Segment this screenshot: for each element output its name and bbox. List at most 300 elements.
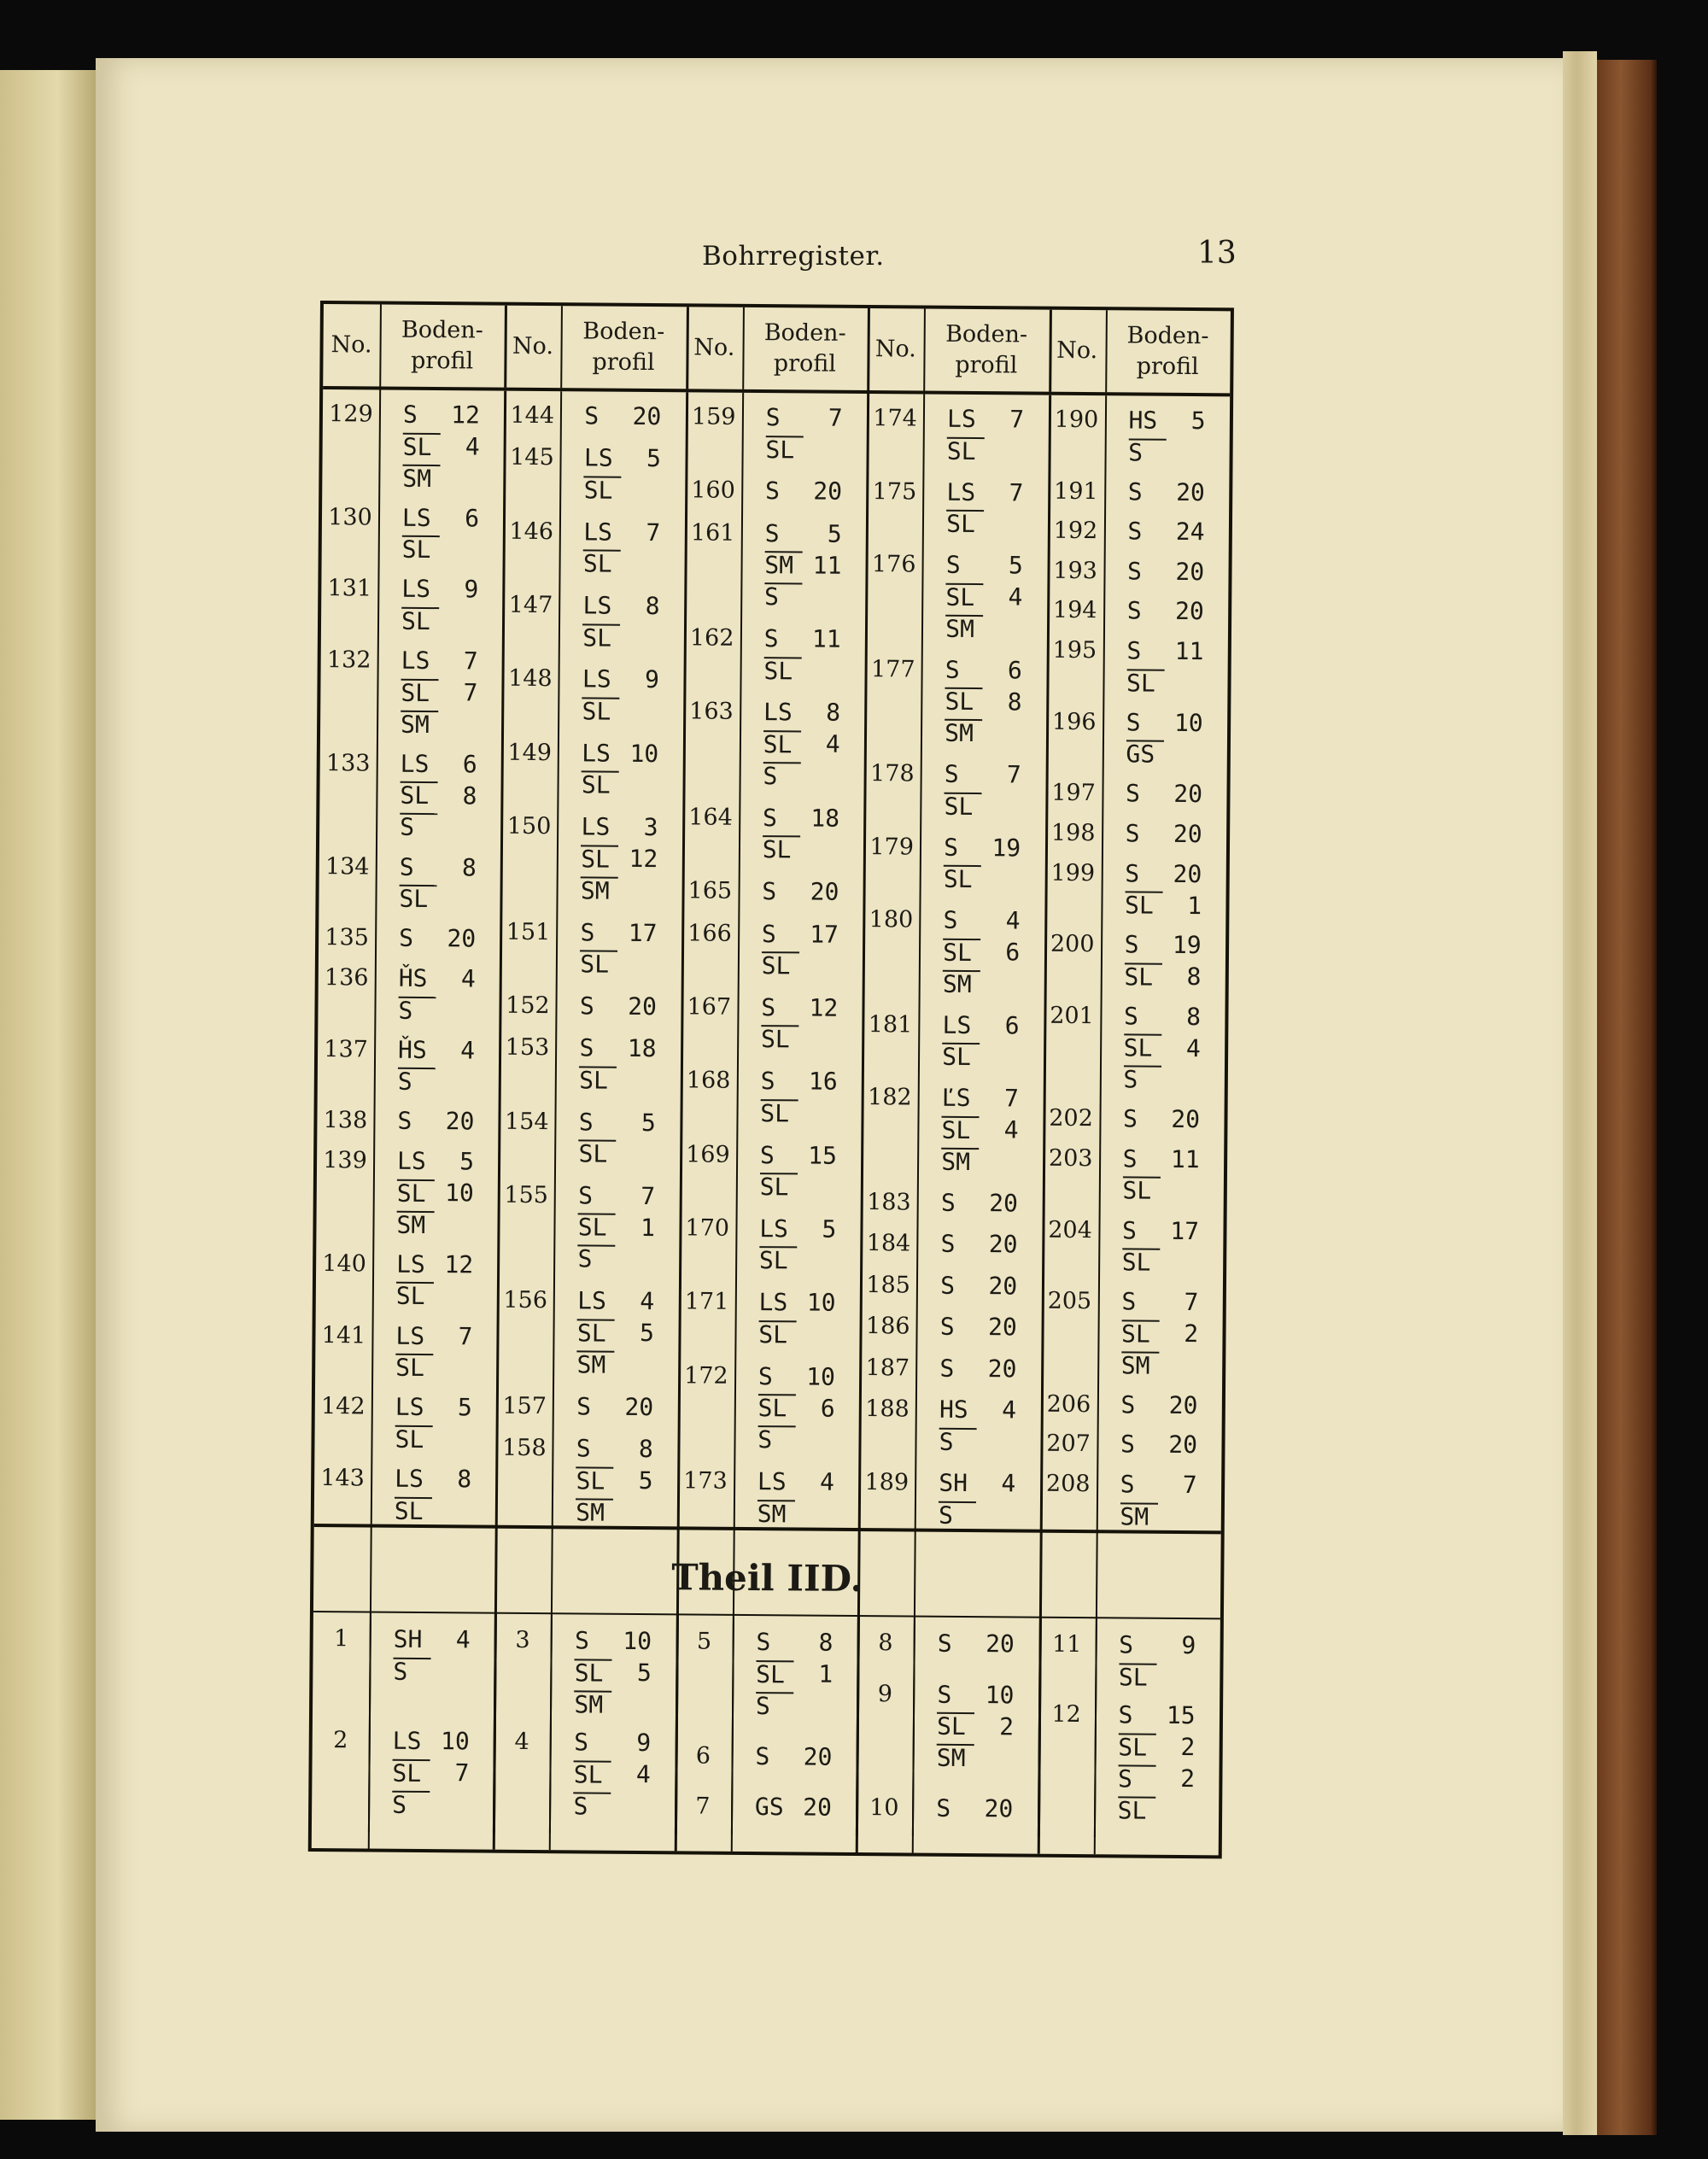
- soil-code: ĽS: [941, 1084, 971, 1113]
- soil-layer: [402, 501, 479, 534]
- soil-profile: [1126, 635, 1204, 699]
- layer-thickness: 20: [988, 1272, 1018, 1301]
- soil-code: S: [757, 1361, 773, 1390]
- soil-layer: [400, 780, 477, 812]
- boring-number: 189: [864, 1469, 910, 1496]
- soil-layer: [577, 1243, 654, 1275]
- soil-code: S: [1118, 1700, 1133, 1729]
- soil-code: SM: [401, 710, 438, 737]
- soil-profile: [761, 992, 839, 1056]
- soil-profile: [762, 918, 839, 982]
- soil-layer: [943, 968, 1020, 1000]
- soil-code: GS: [754, 1793, 784, 1822]
- soil-code: SL: [576, 1466, 613, 1494]
- soil-code: LS: [401, 503, 431, 532]
- layer-thickness: 10: [985, 1680, 1015, 1709]
- soil-layer: [1122, 1174, 1199, 1207]
- layer-thickness: 5: [459, 1147, 475, 1176]
- layer-thickness: 7: [458, 1321, 473, 1351]
- soil-layer: [941, 1187, 1018, 1220]
- soil-layer: [940, 1270, 1017, 1302]
- soil-profile: [396, 1249, 474, 1313]
- soil-code: S: [1125, 819, 1140, 848]
- header-bodenprofil: Boden- profil: [1126, 322, 1209, 381]
- layer-thickness: 10: [623, 1626, 652, 1656]
- soil-layer: [578, 1138, 655, 1170]
- soil-profile: [943, 904, 1021, 1000]
- soil-code: SL: [402, 535, 440, 563]
- soil-layer: [942, 1082, 1019, 1115]
- header-bodenprofil: Boden- profil: [582, 318, 665, 377]
- soil-code: LS: [395, 1321, 425, 1350]
- soil-code: SM: [757, 1500, 795, 1527]
- layer-thickness: 10: [1173, 708, 1203, 737]
- layer-thickness: 5: [638, 1466, 653, 1495]
- boring-number: 190: [1054, 406, 1099, 434]
- soil-layer: [1120, 1389, 1197, 1421]
- soil-layer: [398, 994, 475, 1027]
- soil-profile: [1120, 1468, 1197, 1532]
- boring-number: 141: [321, 1321, 366, 1349]
- layer-thickness: 18: [810, 804, 840, 833]
- layer-thickness: 20: [1175, 557, 1205, 586]
- soil-code: LS: [759, 1214, 789, 1243]
- layer-thickness: 4: [825, 730, 840, 759]
- soil-profile: [580, 990, 657, 1022]
- layer-thickness: 20: [1173, 819, 1202, 849]
- soil-code: SM: [764, 551, 802, 578]
- soil-code: S: [761, 992, 776, 1022]
- soil-code: SM: [941, 1148, 979, 1175]
- soil-layer: [402, 462, 479, 494]
- soil-code: S: [940, 1271, 956, 1300]
- layer-thickness: 20: [632, 401, 662, 431]
- soil-layer: [395, 1423, 471, 1455]
- soil-profile: [755, 1791, 832, 1823]
- boring-number: 9: [877, 1680, 893, 1707]
- boring-number: 3: [515, 1626, 530, 1653]
- soil-layer: [403, 430, 480, 463]
- soil-code: S: [1128, 438, 1166, 465]
- soil-code: S: [576, 1392, 592, 1421]
- layer-thickness: 9: [1181, 1630, 1196, 1660]
- boring-number: 205: [1047, 1287, 1092, 1315]
- soil-layer: [944, 790, 1021, 822]
- soil-code: SL: [759, 1246, 797, 1273]
- soil-layer: [582, 695, 658, 728]
- boring-number: 145: [510, 444, 554, 471]
- soil-layer: [1124, 1000, 1201, 1033]
- soil-profile: [1125, 857, 1202, 922]
- layer-thickness: 7: [463, 678, 478, 707]
- layer-thickness: 7: [1003, 1084, 1020, 1113]
- soil-layer: [1125, 889, 1202, 922]
- soil-layer: [398, 1033, 475, 1066]
- layer-thickness: 7: [828, 403, 843, 432]
- layer-thickness: 7: [640, 1181, 656, 1211]
- boring-number: 162: [689, 624, 734, 652]
- layer-thickness: 17: [628, 918, 658, 947]
- soil-profile: [1126, 706, 1203, 770]
- soil-layer: [939, 1425, 1016, 1458]
- layer-thickness: 20: [987, 1354, 1017, 1384]
- soil-code: SM: [396, 1210, 434, 1237]
- layer-thickness: 18: [627, 1034, 657, 1063]
- soil-code: S: [1120, 1390, 1136, 1419]
- soil-code: SL: [1121, 1319, 1159, 1347]
- boring-number: 204: [1048, 1216, 1092, 1243]
- layer-thickness: 8: [457, 1465, 472, 1494]
- page-number: 13: [1197, 236, 1237, 271]
- soil-code: LS: [757, 1467, 787, 1496]
- soil-code: SL: [397, 1179, 435, 1206]
- soil-layer: [759, 1213, 836, 1245]
- layer-thickness: 8: [826, 699, 841, 728]
- soil-code: S: [757, 1425, 795, 1453]
- boring-number: 178: [869, 760, 915, 787]
- soil-profile: [583, 516, 661, 580]
- soil-layer: [1120, 1468, 1197, 1501]
- layer-thickness: 12: [444, 1250, 474, 1279]
- soil-layer: [584, 400, 661, 432]
- soil-layer: [1124, 961, 1201, 993]
- soil-profile: [1127, 595, 1204, 628]
- soil-code: S: [764, 518, 780, 547]
- soil-profile: [1123, 1103, 1200, 1136]
- layer-thickness: 6: [820, 1394, 835, 1423]
- layer-thickness: 9: [644, 665, 660, 694]
- soil-layer: [582, 737, 658, 769]
- soil-profile: [402, 399, 480, 494]
- soil-code: SL: [401, 607, 439, 635]
- soil-layer: [937, 1741, 1014, 1774]
- soil-code: SL: [577, 1319, 615, 1346]
- boring-number: 191: [1053, 477, 1098, 505]
- boring-number: 149: [507, 739, 553, 766]
- soil-code: SL: [395, 1354, 433, 1381]
- soil-code: LS: [763, 698, 793, 727]
- soil-layer: [1118, 1699, 1195, 1731]
- soil-profile: [764, 518, 842, 613]
- soil-code: S: [762, 877, 777, 906]
- layer-thickness: 20: [989, 1188, 1019, 1218]
- soil-layer: [402, 533, 479, 565]
- soil-layer: [936, 1793, 1013, 1825]
- soil-code: SM: [1121, 1351, 1159, 1378]
- soil-code: LS: [395, 1393, 424, 1422]
- soil-code: SH: [939, 1468, 968, 1497]
- soil-code: SL: [760, 1099, 798, 1126]
- soil-profile: [402, 501, 480, 565]
- boring-number: 185: [866, 1271, 911, 1299]
- soil-profile: [1127, 516, 1204, 548]
- soil-code: SL: [1125, 891, 1162, 918]
- soil-code: HS: [939, 1395, 968, 1425]
- soil-code: S: [574, 1728, 589, 1757]
- boring-number: 169: [686, 1140, 730, 1168]
- soil-code: LS: [582, 664, 611, 694]
- soil-layer: [573, 1789, 650, 1822]
- soil-layer: [1126, 778, 1202, 810]
- soil-code: SL: [758, 1320, 796, 1348]
- soil-layer: [944, 863, 1021, 895]
- soil-code: SL: [945, 582, 983, 610]
- soil-layer: [1125, 929, 1202, 962]
- soil-code: SL: [943, 938, 980, 965]
- soil-code: S: [1122, 1144, 1138, 1173]
- soil-layer: [1123, 1103, 1200, 1136]
- soil-profile: [1126, 817, 1202, 850]
- soil-layer: [579, 1064, 656, 1097]
- soil-code: SL: [947, 436, 985, 464]
- soil-layer: [1126, 635, 1203, 667]
- boring-number: 155: [504, 1181, 549, 1209]
- boring-number: 143: [320, 1465, 366, 1492]
- header-no: No.: [1056, 336, 1098, 365]
- layer-thickness: 20: [624, 1392, 654, 1421]
- boring-number: 197: [1051, 780, 1096, 807]
- soil-layer: [580, 916, 657, 949]
- soil-layer: [1124, 1032, 1201, 1064]
- layer-thickness: 4: [460, 1036, 476, 1065]
- soil-profile: [581, 811, 658, 907]
- soil-layer: [765, 433, 842, 465]
- soil-layer: [943, 936, 1020, 968]
- soil-code: SL: [1118, 1733, 1155, 1760]
- boring-number: 130: [328, 503, 372, 531]
- soil-profile: [395, 1463, 472, 1527]
- soil-code: S: [1118, 1764, 1155, 1792]
- soil-profile: [1128, 404, 1206, 468]
- soil-layer: [758, 1286, 835, 1319]
- boring-number: 207: [1046, 1431, 1091, 1458]
- soil-profile: [579, 1033, 657, 1097]
- soil-code: S: [1120, 1470, 1135, 1499]
- layer-thickness: 7: [1184, 1288, 1199, 1317]
- soil-layer: [401, 708, 477, 740]
- soil-code: S: [400, 813, 437, 840]
- soil-code: SL: [763, 835, 800, 863]
- boring-number: 6: [695, 1742, 711, 1770]
- soil-layer: [401, 676, 477, 709]
- soil-layer: [577, 1285, 654, 1318]
- soil-code: SM: [943, 969, 980, 997]
- layer-thickness: 7: [463, 647, 478, 676]
- soil-code: S: [1121, 1287, 1137, 1316]
- soil-profile: [398, 1033, 476, 1097]
- layer-thickness: 7: [1006, 760, 1021, 789]
- soil-layer: [1128, 404, 1205, 436]
- header-no: No.: [874, 336, 916, 363]
- layer-thickness: 20: [1173, 859, 1202, 888]
- layer-thickness: 6: [1005, 938, 1021, 967]
- layer-thickness: 10: [806, 1288, 836, 1318]
- soil-layer: [1127, 595, 1204, 628]
- boring-number: 137: [324, 1035, 369, 1063]
- layer-thickness: 20: [1171, 1105, 1201, 1134]
- soil-layer: [401, 748, 477, 781]
- soil-profile: [1120, 1389, 1197, 1421]
- soil-code: S: [579, 1033, 594, 1062]
- soil-code: S: [763, 762, 800, 789]
- layer-thickness: 20: [984, 1794, 1014, 1823]
- soil-layer: [397, 1145, 474, 1178]
- layer-thickness: 7: [454, 1758, 470, 1787]
- soil-layer: [941, 1114, 1018, 1146]
- layer-thickness: 4: [460, 964, 476, 993]
- soil-code: SL: [1124, 1034, 1161, 1062]
- layer-thickness: 20: [988, 1230, 1018, 1259]
- layer-thickness: 12: [629, 845, 658, 874]
- layer-thickness: 5: [636, 1658, 652, 1688]
- layer-thickness: 8: [1186, 962, 1202, 992]
- soil-layer: [394, 1624, 471, 1656]
- layer-thickness: 20: [445, 1107, 475, 1136]
- soil-profile: [941, 1082, 1019, 1178]
- soil-layer: [761, 992, 838, 1024]
- soil-layer: [942, 1009, 1019, 1041]
- soil-layer: [576, 1432, 653, 1465]
- soil-layer: [398, 1065, 475, 1097]
- soil-layer: [396, 1249, 473, 1281]
- soil-profile: [1126, 778, 1202, 810]
- soil-code: S: [574, 1626, 590, 1655]
- soil-layer: [763, 802, 839, 834]
- soil-code: SL: [582, 623, 620, 651]
- layer-thickness: 4: [1001, 1469, 1016, 1498]
- soil-code: SL: [756, 1660, 793, 1688]
- soil-layer: [760, 1065, 837, 1097]
- boring-number: 157: [502, 1392, 547, 1419]
- layer-thickness: 8: [818, 1628, 834, 1657]
- layer-thickness: 15: [808, 1141, 838, 1170]
- layer-thickness: 17: [810, 920, 839, 949]
- soil-profile: [576, 1390, 653, 1423]
- soil-code: LS: [401, 646, 430, 676]
- soil-profile: [938, 1628, 1015, 1660]
- boring-number: 151: [506, 918, 551, 945]
- soil-code: S: [579, 992, 594, 1021]
- soil-code: S: [578, 1107, 594, 1137]
- soil-code: SL: [401, 678, 438, 705]
- soil-code: SL: [944, 792, 981, 819]
- soil-code: S: [1126, 636, 1142, 665]
- layer-thickness: 10: [806, 1362, 836, 1391]
- boring-number: 196: [1051, 708, 1097, 735]
- soil-layer: [757, 1466, 834, 1498]
- soil-code: SM: [574, 1690, 611, 1717]
- soil-code: S: [1121, 1215, 1138, 1245]
- boring-number: 146: [509, 518, 554, 545]
- soil-layer: [1121, 1286, 1198, 1319]
- layer-thickness: 6: [465, 504, 480, 533]
- soil-profile: [396, 1145, 474, 1241]
- part-title: Theil IID.: [671, 1556, 863, 1600]
- soil-layer: [1118, 1762, 1195, 1794]
- boring-number: 201: [1050, 1002, 1094, 1029]
- soil-profile: [397, 1105, 474, 1138]
- layer-thickness: 8: [461, 852, 477, 882]
- layer-thickness: 4: [635, 1759, 651, 1789]
- layer-thickness: 6: [1004, 1011, 1020, 1040]
- layer-thickness: 9: [636, 1728, 652, 1758]
- soil-layer: [395, 1351, 472, 1384]
- soil-profile: [1124, 929, 1202, 993]
- boring-number: 171: [684, 1288, 729, 1316]
- soil-layer: [947, 435, 1024, 467]
- soil-layer: [399, 922, 476, 955]
- soil-layer: [393, 1725, 470, 1758]
- soil-profile: [1122, 1214, 1200, 1278]
- soil-code: SL: [396, 1282, 434, 1309]
- soil-layer: [939, 1394, 1016, 1426]
- soil-code: SL: [1122, 1248, 1160, 1275]
- layer-thickness: 20: [810, 877, 839, 906]
- soil-code: SL: [574, 1760, 611, 1787]
- soil-layer: [1127, 555, 1204, 588]
- soil-profile: [947, 403, 1025, 467]
- soil-code: SM: [937, 1744, 974, 1771]
- soil-layer: [938, 1628, 1015, 1660]
- soil-code: S: [1120, 1430, 1136, 1459]
- soil-layer: [1120, 1429, 1197, 1461]
- soil-profile: [398, 962, 476, 1027]
- layer-thickness: 4: [1185, 1033, 1201, 1062]
- boring-number: 8: [878, 1629, 893, 1657]
- soil-profile: [940, 1270, 1017, 1302]
- soil-layer: [764, 623, 841, 655]
- boring-number: 142: [320, 1393, 366, 1420]
- soil-code: GS: [1126, 740, 1163, 768]
- soil-code: SM: [581, 876, 618, 904]
- soil-layer: [401, 645, 478, 677]
- soil-layer: [941, 1145, 1018, 1178]
- soil-profile: [576, 1432, 653, 1528]
- boring-number: 154: [504, 1108, 549, 1135]
- soil-layer: [399, 882, 476, 915]
- boring-number: 156: [503, 1287, 548, 1314]
- soil-layer: [399, 962, 476, 995]
- layer-thickness: 5: [640, 1108, 656, 1137]
- soil-layer: [577, 1317, 654, 1349]
- soil-code: S: [939, 1313, 955, 1342]
- soil-code: S: [764, 477, 781, 506]
- soil-layer: [762, 875, 839, 908]
- soil-layer: [576, 1390, 653, 1423]
- soil-profile: [759, 1213, 837, 1277]
- soil-layer: [578, 1211, 655, 1243]
- soil-profile: [940, 1311, 1017, 1343]
- soil-layer: [584, 474, 661, 506]
- layer-thickness: 8: [638, 1434, 653, 1464]
- soil-layer: [945, 685, 1021, 717]
- boring-number: 199: [1050, 859, 1096, 886]
- boring-number: 175: [872, 477, 917, 506]
- soil-layer: [757, 1424, 834, 1456]
- layer-thickness: 15: [1166, 1700, 1196, 1730]
- boring-number: 176: [871, 551, 916, 578]
- soil-code: SL: [578, 1214, 616, 1241]
- soil-layer: [395, 1391, 472, 1424]
- boring-number: 186: [865, 1313, 910, 1340]
- soil-profile: [401, 573, 479, 637]
- boring-number: 10: [869, 1794, 899, 1822]
- soil-layer: [400, 811, 477, 844]
- soil-profile: [578, 1106, 656, 1170]
- boring-number: 206: [1046, 1390, 1091, 1418]
- boring-number: 153: [505, 1033, 550, 1062]
- boring-number: 161: [690, 519, 735, 547]
